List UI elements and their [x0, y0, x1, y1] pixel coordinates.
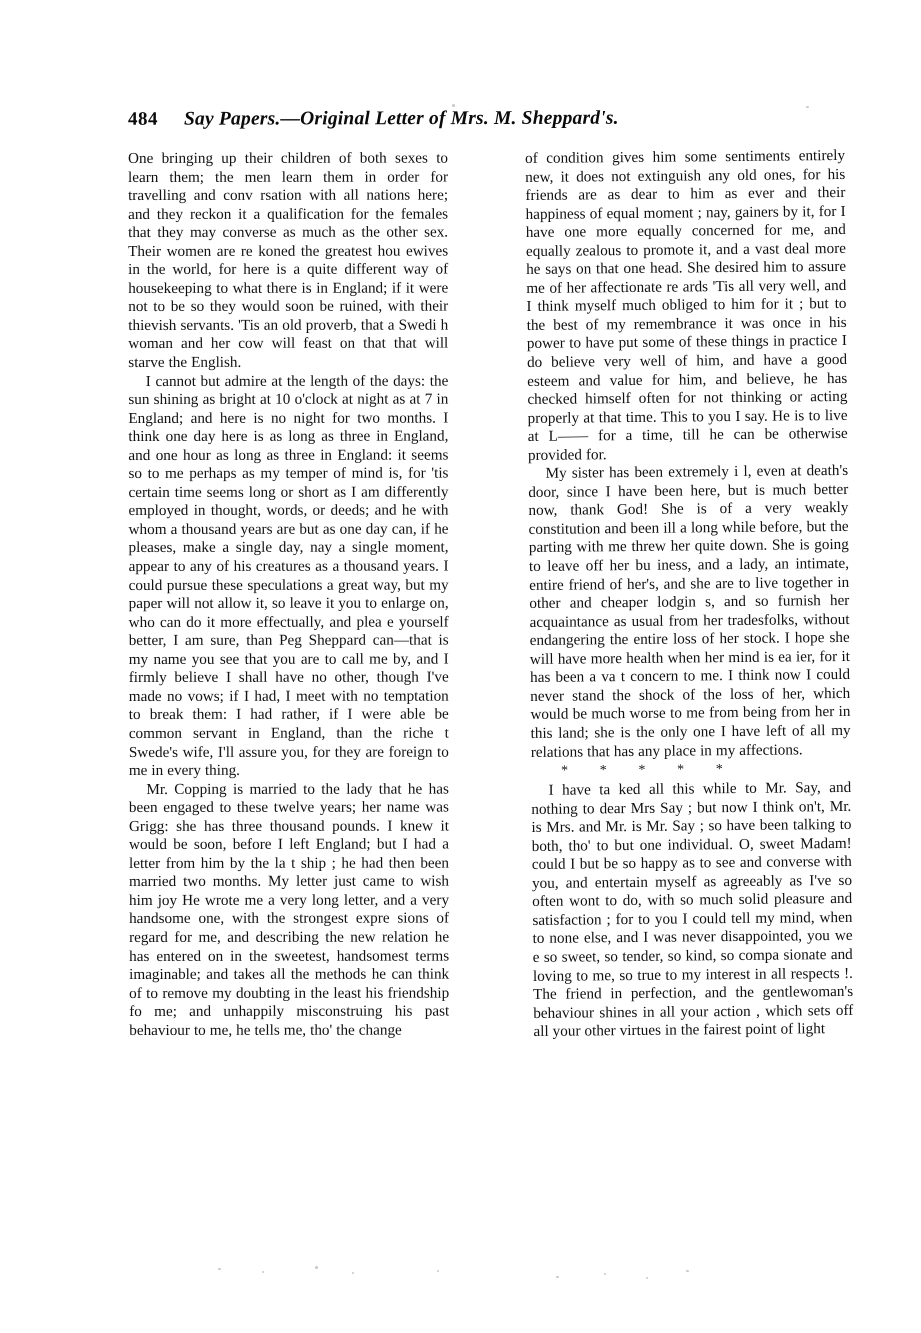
section-break-asterisks: * * * * *	[560, 762, 737, 779]
paragraph: One bringing up their children of both sexes to learn them; the men learn them in order for travelling and conv rsation with all nations here; and they reckon it a qualification for the females that they may converse as much as the other sex. Their women are re koned the greatest hou ewives in the world, for here is a quite different way of housekeeping to what there is in England; if it were not to be so they would soon be ruined, with their thievish servants. 'Tis an old proverb, that a Swedi h woman and her cow will feast on that that will starve the English.	[128, 149, 449, 372]
page-title: Say Papers.—Original Letter of Mrs. M. Sheppard's.	[183, 107, 619, 130]
paragraph: I have ta ked all this while to Mr. Say, and nothing to dear Mrs Say ; but now I think on't, Mr. is Mrs. and Mr. is Mr. Say ; so have been talking to both, tho' to but one individual. O, sweet Madam! could I but be so happy as to see and converse with you, and entertain myself as agreeably as I've so often wont to do, with so much solid pleasure and satisfaction ; for to you I could tell my mind, when to none else, and I was never disappointed, you we e so sweet, so tender, so kind, so compa sionate and loving to me, so true to my interest in all respects !. The friend in perfection, and the gentlewoman's behaviour shines in all your action , which sets off all your other virtues in the fairest point of light	[531, 778, 854, 1041]
paragraph: I cannot but admire at the length of the days: the sun shining as bright at 10 o'clock at night as at 7 in England; and here is no night for two months. I think one day here is as long as three in England, and one hour as long as three in England: it seems so to me perhaps as my temper of mind is, for 'tis certain time seems long or short as I am differently employed in thought, words, or deeds; and he with whom a thousand years are but as one day can, if he pleases, make a single day, nay a single moment, appear to any of his creatures as a thousand years. I could pursue these speculations a great way, but my paper will not allow it, so leave it you to enlarge on, who can do it more effectually, and plea e yourself better, I am sure, than Peg Sheppard can—that is my name you see that you are to call me by, and I firmly believe I shall have no other, though I've made no vows; if I had, I meet with no temptation to break them: I had rather, if I were able be common servant in England, than the riche t Swede's wife, I'll assure you, for they are foreign to me in every thing.	[128, 372, 449, 780]
paragraph: Mr. Copping is married to the lady that he has been engaged to these twelve years; her name was Grigg: she has three thousand pounds. I knew it would be soon, before I left England; but I had a letter from him by the la t ship ; he had then been married two months. My letter just came to wish him joy He wrote me a very long letter, and a very handsome one, with the strongest expre sions of regard for me, and describing the new relation he has entered on in the sweetest, handsomest terms imaginable; and takes all the methods he can think of to remove my doubting in the least his friendship fo me; and unhappily misconstruing his past behaviour to me, he tells me, tho' the change	[128, 780, 450, 1039]
paragraph: My sister has been extremely i l, even at death's door, since I have been here, but is much better now, thank God! She is of a very weakly constitution and been ill a long while before, but the parting with me threw her quite down. She is going to leave off her bu iness, and a lady, an intimate, entire friend of her's, and she are to live together in other and cheaper lodgin s, and so furnish her acquaintance as usual from her tradesfolks, without endangering the entire loss of her stock. I hope she will have more health when her mind is ea ier, for it has been a va t concern to me. I think now I could never stand the shock of the loss of her, which would be much worse to me from being from her in this land; she is the only one I have left of all my relations that has any place in my affections.	[528, 462, 851, 761]
scan-speckle	[452, 104, 455, 107]
running-head	[128, 107, 848, 139]
paragraph: of condition gives him some sentiments entirely new, it does not extinguish any old ones, for his friends are as dear to him as ever and their happiness of equal moment ; nay, gainers by it, for I have one more equally concerned for me, and equally zealous to promote it, and a vast deal more he says on that one head. She desired him to assure me of her affectionate re ards 'Tis all very well, and I think myself much obliged to him for it ; but to the best of my remembrance it was once in his power to have put some of these things in practice I do believe very well of him, and have a good esteem and value for him, and believe, he has checked himself often for not thinking or acting properly at that time. This to you I say. He is to live at L—— for a time, till he can be otherwise provided for.	[525, 146, 848, 464]
body-columns	[128, 146, 854, 1280]
page-folio-number: 484	[127, 108, 159, 130]
left-column	[128, 150, 449, 1041]
right-column	[525, 147, 854, 1042]
